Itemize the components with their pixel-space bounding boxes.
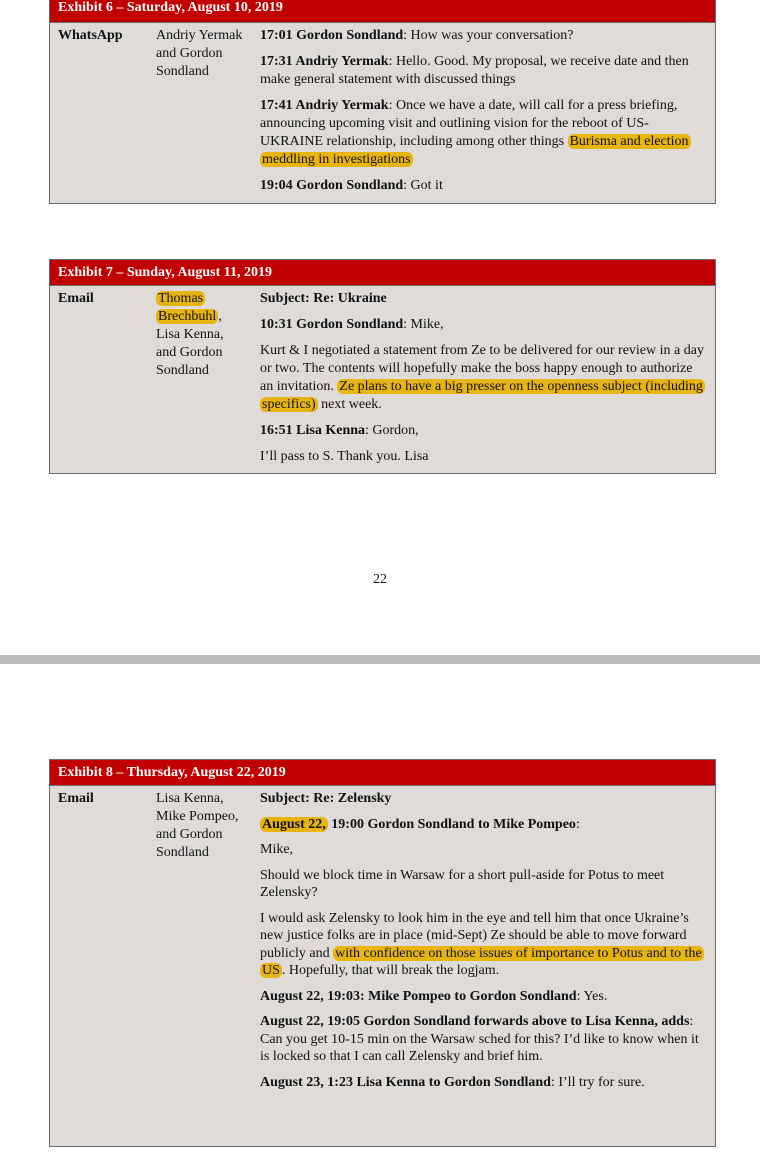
message-header: 16:51 Lisa Kenna <box>260 423 366 438</box>
subject-line: Subject: Re: Zelensky <box>260 791 392 806</box>
message <box>260 27 705 45</box>
message-header: August 22, 19:03: Mike Pompeo to Gordon Sondland <box>260 988 577 1004</box>
message <box>260 1074 705 1092</box>
highlighted-text: August 22, <box>262 816 326 832</box>
message-text: : Mike, <box>403 317 444 332</box>
exhibit-6-messages <box>260 27 705 203</box>
highlighted-text: Thomas Brechbuhl <box>158 291 217 324</box>
message-header: 17:01 Gordon Sondland <box>260 28 404 43</box>
message-text: Kurt & I negotiated a statement from Ze to be delivered for our review in a day or two. The contents will hopefully make the boss happy enough to authorize an invitation. <box>260 343 704 394</box>
exhibit-6-parties: Andriy Yermak and Gordon Sondland <box>156 28 243 79</box>
message-text: : Can you get 10-15 min on the Warsaw sched for this? I’d like to know when it is locked so that I can call Zelensky and brief him. <box>260 1014 699 1064</box>
email-subject <box>260 790 705 808</box>
exhibit-7-header: Exhibit 7 – Sunday, August 11, 2019 <box>50 260 715 286</box>
exhibit-6-header: Exhibit 6 – Saturday, August 10, 2019 <box>50 0 715 23</box>
message-text: : How was your conversation? <box>403 28 574 43</box>
message-body <box>260 910 705 980</box>
page-divider <box>0 655 760 664</box>
message-text: I would ask Zelensky to look him in the eye and tell him that once Ukraine’s new justice folks are in place (mid-Sept) Ze should be able to move forward publicly and <box>260 910 689 961</box>
exhibit-7-messages <box>260 290 705 474</box>
exhibit-7-type: Email <box>58 291 94 306</box>
message-body: Mike, <box>260 842 294 857</box>
message-header-text: 19:00 Gordon Sondland to Mike Pompeo <box>327 816 576 832</box>
parties-rest: , Lisa Kenna, and Gordon Sondland <box>156 309 224 378</box>
message-text: next week. <box>317 397 382 412</box>
subject-line: Subject: Re: Ukraine <box>260 291 387 306</box>
exhibit-7-table <box>49 259 716 474</box>
exhibit-8-header: Exhibit 8 – Thursday, August 22, 2019 <box>50 760 715 786</box>
message-body <box>260 342 705 414</box>
exhibit-8-type: Email <box>58 791 94 806</box>
message-text: : <box>575 816 580 832</box>
page-number: 22 <box>373 572 387 587</box>
message <box>260 53 705 89</box>
email-subject <box>260 290 705 308</box>
message <box>260 177 705 195</box>
message-text: . Hopefully, that will break the logjam. <box>281 963 500 978</box>
message-header: August 23, 1:23 Lisa Kenna to Gordon Sondland <box>260 1074 551 1090</box>
exhibit-8-parties: Lisa Kenna, Mike Pompeo, and Gordon Sondland <box>156 791 239 860</box>
message-text: : Got it <box>403 178 443 193</box>
message-header <box>260 817 576 832</box>
message-header: 17:41 Andriy Yermak <box>260 98 389 113</box>
highlighted-text: Ze plans to have a big presser on the openness subject (including specifics) <box>262 379 703 412</box>
message-text: : I’ll try for sure. <box>550 1074 645 1090</box>
exhibit-8-table <box>49 759 716 1147</box>
message-text: : Yes. <box>576 988 608 1004</box>
message-text: : Once we have a date, will call for a press briefing, announcing upcoming visit and outlining vision for the reboot of US-UKRAINE relationship, including among other things <box>260 98 678 149</box>
message <box>260 988 705 1006</box>
message-header: August 22, 19:05 Gordon Sondland forwards above to Lisa Kenna, adds <box>260 1014 690 1029</box>
exhibit-7-parties <box>156 290 244 380</box>
message <box>260 816 705 834</box>
message-header: 17:31 Andriy Yermak <box>260 54 389 69</box>
message-body: I’ll pass to S. Thank you. Lisa <box>260 449 429 464</box>
message-body: Should we block time in Warsaw for a short pull-aside for Potus to meet Zelensky? <box>260 867 665 900</box>
exhibit-6-type: WhatsApp <box>58 28 123 43</box>
message <box>260 422 705 440</box>
message <box>260 1013 705 1066</box>
message-header: 19:04 Gordon Sondland <box>260 178 404 193</box>
message-text: : Gordon, <box>365 423 419 438</box>
exhibit-6-table <box>49 0 716 204</box>
message <box>260 97 705 169</box>
highlighted-text: with confidence on those issues of importance to Potus and to the US <box>262 945 702 978</box>
message-text: : Hello. Good. My proposal, we receive date and then make general statement with discussed things <box>260 54 689 87</box>
message <box>260 316 705 334</box>
message-header: 10:31 Gordon Sondland <box>260 317 404 332</box>
highlighted-text: Burisma and election meddling in investigations <box>262 134 689 167</box>
exhibit-8-messages <box>260 790 705 1099</box>
